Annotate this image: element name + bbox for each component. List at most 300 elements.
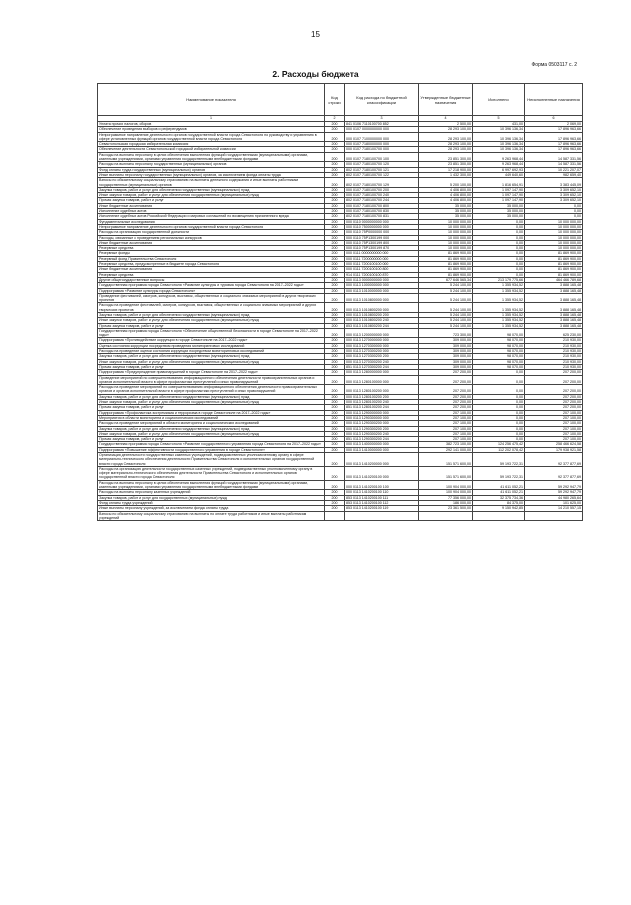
row-approved: 207 100,00 [419,415,473,420]
row-name: Фонд оплаты труда учреждений [98,500,325,505]
row-executed: 0,00 [473,394,525,399]
row-executed: 0,00 [473,272,525,277]
row-executed: 1 816 654,91 [473,178,525,188]
row-kbk: 000 0113 1410200100 000 [345,466,419,480]
row-kbk: 000 0113 1280100200 240 [345,400,419,405]
row-executed: 1 355 934,52 [473,288,525,293]
row-remaining: 207 200,00 [525,405,583,410]
row-line-code: 200 [325,193,345,198]
row-kbk: 000 0113 1000000000 000 [345,283,419,288]
row-name: Подпрограмма «Профилактика экстремизма и терроризма в городе Севастополе на 2017–2022 годы» [98,410,325,415]
row-name: Взносы по обязательному социальному страхованию на выплаты денежного содержания и иные выплаты работникам государственных (муниципальных) органов [98,178,325,188]
row-name: Подпрограмма «Развитие культуры города Севастополя» [98,288,325,293]
row-name: Государственная программа города Севастополя «Обеспечение общественной безопасности в городе Севастополе на 2017–2022 годы» [98,328,325,338]
row-approved: 4 406 800,00 [419,187,473,192]
row-kbk: 000 0107 7180100700 120 [345,162,419,167]
row-kbk: 000 0107 7180100700 100 [345,152,419,162]
row-remaining: 10 000 000,00 [525,230,583,235]
row-executed: 9 263 968,44 [473,152,525,162]
row-remaining: 258 466 624,58 [525,442,583,447]
row-executed: 41 611 052,21 [473,490,525,495]
row-line-code: 200 [325,359,345,364]
row-approved: 5 244 100,00 [419,283,473,288]
row-remaining: 3 309 652,10 [525,187,583,192]
row-approved: 10 000 000,00 [419,246,473,251]
row-approved: 151 571 600,00 [419,453,473,467]
row-kbk: 000 0113 1010800200 240 [345,318,419,323]
row-approved: 100 904 000,00 [419,490,473,495]
row-line-code: 200 [325,421,345,426]
row-name: Иные бюджетные ассигнования [98,240,325,245]
header-approved: Утвержденные бюджетные назначения [419,84,473,116]
document-title: 2. Расходы бюджета [272,69,359,79]
row-executed: 1 355 934,52 [473,293,525,303]
row-remaining: 81 869 900,00 [525,272,583,277]
row-remaining: 207 200,00 [525,375,583,385]
row-name: Иные закупки товаров, работ и услуг для обеспечения государственных (муниципальных) нужд [98,193,325,198]
row-executed: 9 263 968,44 [473,162,525,167]
row-remaining: 464 466 789,68 [525,277,583,282]
row-kbk: 000 0107 7180100700 830 [345,209,419,214]
row-approved: 207 100,00 [419,437,473,442]
row-line-code: 200 [325,172,345,177]
row-approved: 677 646 565,34 [419,277,473,282]
row-executed: 0,00 [473,246,525,251]
row-line-code: 200 [325,506,345,511]
row-executed: 98 070,00 [473,349,525,354]
row-approved: 5 244 100,00 [419,293,473,303]
row-name: Резервный фонд Правительства Севастополя [98,256,325,261]
row-kbk: 802 0107 7180100700 244 [345,198,419,203]
row-name: Резервные средства, предусмотренные в бюджете города Севастополя [98,262,325,267]
row-name: Расходы на выплаты персоналу в целях обеспечения выполнения функций государственными (муниципальными) органами, казенными учреждениями, органами управления государственными внебюджетными фондами [98,152,325,162]
row-kbk: 000 0110 75P1300199 000 [345,235,419,240]
table-row [98,480,583,490]
row-executed: 0,00 [473,267,525,272]
row-approved: 4 406 800,00 [419,198,473,203]
row-kbk: 841 0106 7110100700 852 [345,122,419,127]
row-remaining: 17 896 963,66 [525,132,583,142]
row-approved: 100 904 000,00 [419,480,473,490]
row-kbk: 000 0113 1200000000 000 [345,328,419,338]
row-line-code: 200 [325,431,345,436]
header-kbk: Код расхода по бюджетной классификации [345,84,419,116]
row-kbk: 000 0110 0000000000 000 [345,219,419,224]
row-approved: 207 200,00 [419,375,473,385]
row-kbk: 914 0111 7200100100 870 [345,272,419,277]
row-executed: 0,00 [473,410,525,415]
row-approved: 5 244 100,00 [419,303,473,313]
row-name: Расходы на проведение мероприятий по совершенствованию информационного обеспечения деятельности правоохранительных органов и органов исполнительной власти в сфере профилактики преступлений и иных правонарушений [98,385,325,395]
table-row [98,453,583,467]
row-line-code: 200 [325,283,345,288]
row-approved: 309 000,00 [419,354,473,359]
row-name: Расходы на выплаты персоналу казенных учреждений [98,490,325,495]
row-approved: 207 100,00 [419,431,473,436]
row-remaining: 81 869 900,00 [525,262,583,267]
row-remaining: 3 888 165,48 [525,288,583,293]
row-name: Расходы на проведение оценки состояния коррупции посредством мониторинговых исследований [98,349,325,354]
row-remaining: 81 869 900,00 [525,256,583,261]
row-remaining: 10 000 000,00 [525,246,583,251]
row-approved: 10 000 000,00 [419,235,473,240]
row-kbk: 000 0113 1010000000 000 [345,288,419,293]
row-remaining: 3 888 165,48 [525,293,583,303]
row-approved: 10 000 000,00 [419,240,473,245]
row-name: Расходы на выплаты персоналу в целях обеспечения выполнения функций государственными (муниципальными) органами, казенными учреждениями, органами управления государственными внебюджетными фондами [98,480,325,490]
row-kbk: 000 0107 7100000000 000 [345,132,419,142]
row-name: Прочая закупка товаров, работ и услуг [98,437,325,442]
row-line-code: 200 [325,328,345,338]
row-approved: 5 244 100,00 [419,288,473,293]
row-kbk: 000 0113 1410000000 000 [345,447,419,452]
column-number: 1 [98,116,325,122]
row-approved: 81 869 900,00 [419,262,473,267]
row-executed: 0,00 [473,240,525,245]
row-line-code: 200 [325,288,345,293]
row-line-code: 200 [325,262,345,267]
row-name: Другие общегосударственные вопросы [98,277,325,282]
row-executed: 431,00 [473,122,525,127]
row-line-code: 200 [325,415,345,420]
row-remaining: 207 100,00 [525,437,583,442]
row-name: Оценка состояния коррупции посредством проведения мониторинговых исследований [98,343,325,348]
row-approved: 292 141 000,00 [419,447,473,452]
row-executed: 98 070,00 [473,354,525,359]
row-approved: 207 200,00 [419,400,473,405]
row-name: Подпрограмма «Повышение эффективности государственного управления в городе Севастополе» [98,447,325,452]
row-executed: 84 375,00 [473,500,525,505]
row-kbk: 000 0111 0000000000 000 [345,251,419,256]
row-name: Севастопольская городская избирательная комиссия [98,142,325,147]
row-approved: 81 869 900,00 [419,267,473,272]
row-name: Закупка товаров, работ и услуг для обеспечения государственных (муниципальных) нужд [98,354,325,359]
header-line-code: Код строки [325,84,345,116]
row-executed: 0,00 [473,224,525,229]
row-name: Государственная программа города Севастополя «Развитие культуры и туризма города Севастополя на 2017–2022 годы» [98,283,325,288]
row-approved: 28 293 100,00 [419,142,473,147]
row-line-code: 200 [325,466,345,480]
row-executed: 59 193 722,31 [473,453,525,467]
row-remaining: 17 896 963,66 [525,142,583,147]
row-approved: 2 500,00 [419,122,473,127]
row-kbk: 000 0107 7180100700 800 [345,203,419,208]
row-approved: 309 000,00 [419,343,473,348]
row-cell-empty [345,511,419,521]
row-approved: 207 200,00 [419,394,473,399]
row-approved: 4 406 800,00 [419,193,473,198]
row-name: Закупка товаров, работ и услуг для государственных (муниципальных) нужд [98,495,325,500]
header-remaining: Неисполненные назначения [525,84,583,116]
row-line-code: 200 [325,405,345,410]
row-line-code: 200 [325,303,345,313]
row-line-code: 200 [325,240,345,245]
row-remaining: 210 930,00 [525,354,583,359]
row-approved: 10 000 000,00 [419,219,473,224]
row-executed: 98 070,00 [473,328,525,338]
row-remaining: 81 869 900,00 [525,267,583,272]
row-line-code: 200 [325,152,345,162]
row-line-code: 200 [325,453,345,467]
row-executed: 35 000,00 [473,209,525,214]
row-remaining: 101 625,00 [525,500,583,505]
row-kbk: 000 0107 7180100700 200 [345,187,419,192]
row-remaining: 10 000 000,00 [525,235,583,240]
row-approved: 5 244 100,00 [419,323,473,328]
row-kbk: 000 0113 1280100000 000 [345,375,419,385]
row-name: Расходы на проведение фестивалей, смотров, конкурсов, выставок, общественных и социально значимых мероприятий и других творческих проектов [98,303,325,313]
row-line-code: 200 [325,267,345,272]
row-kbk: 851 0113 1290300200 244 [345,437,419,442]
row-kbk: 853 0113 1410200100 111 [345,495,419,500]
row-approved: 10 000 000,00 [419,230,473,235]
row-kbk: 000 0113 1270300000 000 [345,343,419,348]
column-number: 2 [325,116,345,122]
row-remaining: 982 659,40 [525,172,583,177]
row-line-code: 200 [325,224,345,229]
row-approved: 309 000,00 [419,338,473,343]
row-approved: 207 100,00 [419,410,473,415]
row-name: Расходы на выплаты персоналу государственных (муниципальных) органов [98,162,325,167]
row-remaining: 210 930,00 [525,343,583,348]
row-executed: 0,00 [473,219,525,224]
row-executed: 9 150 942,85 [473,506,525,511]
row-line-code: 200 [325,142,345,147]
row-remaining: 0,00 [525,209,583,214]
row-executed: 0,00 [473,235,525,240]
row-approved: 23 361 500,00 [419,506,473,511]
row-remaining: 44 980 265,64 [525,495,583,500]
row-remaining: 17 896 963,66 [525,147,583,152]
row-remaining: 625 230,00 [525,328,583,338]
row-remaining: 207 200,00 [525,400,583,405]
row-remaining: 92 377 877,69 [525,453,583,467]
table-row [98,303,583,313]
row-kbk: 000 0113 1010800200 200 [345,312,419,317]
row-line-code: 200 [325,480,345,490]
row-remaining: 14 210 557,15 [525,506,583,511]
row-name: Иные выплаты персоналу государственных (муниципальных) органов, за исключением фонда оплаты труда [98,172,325,177]
column-number: 5 [473,116,525,122]
row-approved: 5 244 100,00 [419,318,473,323]
expenses-table [97,83,583,521]
row-name: Расходы на проведение мероприятий в области мониторинга и социологических исследований [98,421,325,426]
row-approved: 309 000,00 [419,349,473,354]
row-remaining: 3 309 652,10 [525,198,583,203]
row-approved: 1 432 300,00 [419,172,473,177]
row-executed: 0,00 [473,421,525,426]
row-kbk: 000 0107 7180100700 000 [345,147,419,152]
row-executed: 35 000,00 [473,203,525,208]
row-kbk: 000 0113 1290300000 000 [345,415,419,420]
row-executed: 0,00 [473,437,525,442]
row-kbk: 853 0113 1410200100 112 [345,500,419,505]
row-executed: 98 070,00 [473,359,525,364]
table-row [98,152,583,162]
row-line-code: 200 [325,343,345,348]
row-executed: 1 355 934,52 [473,283,525,288]
row-name: Непрограммное направление деятельности органов государственной власти города Севастополя [98,224,325,229]
row-executed: 1 097 147,90 [473,198,525,203]
row-executed: 0,00 [473,230,525,235]
row-name: Обеспечение деятельности Севастопольской городской избирательной комиссии [98,147,325,152]
row-name: Прочая закупка товаров, работ и услуг [98,364,325,369]
row-line-code: 200 [325,122,345,127]
row-remaining: 10 000 000,00 [525,224,583,229]
row-cell-empty [325,511,345,521]
row-line-code: 200 [325,187,345,192]
row-remaining: 3 888 165,48 [525,323,583,328]
row-remaining: 207 100,00 [525,421,583,426]
row-executed: 0,00 [473,415,525,420]
row-name: Резервные средства [98,272,325,277]
row-name: Мероприятия в области мониторинга и социологических исследований [98,415,325,420]
row-kbk: 000 0113 1270000000 000 [345,338,419,343]
row-name: Проведение фестивалей, смотров, конкурсов, выставок, общественных и социально значимых мероприятий в других творческих проектов [98,293,325,303]
row-kbk: 000 0107 0000000000 000 [345,127,419,132]
row-kbk: 853 0113 1010800200 244 [345,323,419,328]
row-line-code: 200 [325,370,345,375]
row-executed: 0,00 [473,251,525,256]
row-executed: 10 396 136,34 [473,127,525,132]
row-executed: 6 997 692,93 [473,167,525,172]
row-kbk: 802 0107 7180100700 129 [345,178,419,188]
row-line-code: 200 [325,349,345,354]
row-line-code: 200 [325,230,345,235]
row-approved: 35 000,00 [419,203,473,208]
row-kbk: 000 0110 75P0000000 000 [345,230,419,235]
row-executed: 32 375 734,36 [473,495,525,500]
row-executed: 1 097 147,90 [473,187,525,192]
row-name: Государственная программа города Севастополя «Развитие государственного управления города Севастополя на 2017–2022 годы» [98,442,325,447]
row-line-code: 200 [325,375,345,385]
row-remaining: 14 587 331,56 [525,152,583,162]
row-kbk: 853 0113 1410200100 119 [345,506,419,511]
row-line-code: 200 [325,338,345,343]
row-remaining: 10 000 000,00 [525,219,583,224]
row-kbk: 000 0107 7180000000 000 [345,142,419,147]
row-name: Непрограммное направление деятельности органов государственной власти города Севастополя по руководству и управлению в сфере установленных функций органов государственной власти города Севастополя [98,132,325,142]
row-name: Закупка товаров, работ и услуг для обеспечения государственных (муниципальных) нужд [98,394,325,399]
row-remaining: 0,00 [525,214,583,219]
row-name: Исполнение судебных актов Российской Федерации и мировых соглашений по возмещению причиненного вреда [98,214,325,219]
row-remaining: 3 888 165,48 [525,303,583,313]
row-executed: 98 070,00 [473,364,525,369]
row-remaining: 17 896 963,66 [525,127,583,132]
row-line-code: 200 [325,127,345,132]
row-approved: 723 300,00 [419,328,473,338]
row-executed: 41 611 052,21 [473,480,525,490]
row-remaining: 179 938 921,58 [525,447,583,452]
row-remaining: 210 930,00 [525,359,583,364]
table-row [98,385,583,395]
table-row-partial [98,511,583,521]
row-name: Иные бюджетные ассигнования [98,203,325,208]
header-name: Наименование показателя [98,84,325,116]
row-name: Уплата прочих налогов, сборов [98,122,325,127]
row-approved: 77 356 000,00 [419,495,473,500]
row-remaining: 10 221 207,07 [525,167,583,172]
row-remaining: 2 069,00 [525,122,583,127]
row-kbk: 851 0113 1270300200 244 [345,364,419,369]
row-remaining: 210 930,00 [525,338,583,343]
row-executed: 1 355 934,52 [473,312,525,317]
row-remaining: 0,00 [525,203,583,208]
row-name: Резервные средства [98,246,325,251]
row-executed: 10 396 136,34 [473,132,525,142]
row-executed: 98 070,00 [473,343,525,348]
row-remaining: 207 200,00 [525,394,583,399]
row-approved: 309 000,00 [419,359,473,364]
row-kbk: 000 0113 1290300200 240 [345,431,419,436]
row-approved: 207 200,00 [419,370,473,375]
row-remaining: 207 100,00 [525,431,583,436]
row-kbk: 000 0113 1410200100 110 [345,490,419,495]
row-remaining: 3 383 445,09 [525,178,583,188]
row-executed: 0,00 [473,405,525,410]
row-name: Иные бюджетные ассигнования [98,267,325,272]
row-line-code: 200 [325,500,345,505]
row-approved: 28 293 100,00 [419,132,473,142]
row-line-code: 200 [325,277,345,282]
row-line-code: 200 [325,442,345,447]
row-line-code: 200 [325,490,345,495]
row-kbk: 000 0113 1410200000 000 [345,453,419,467]
row-kbk: 000 0113 1400000000 000 [345,442,419,447]
row-name: Фундаментальные исследования [98,219,325,224]
row-line-code: 200 [325,318,345,323]
row-kbk: 000 0110 75P1300199 800 [345,240,419,245]
row-executed: 0,00 [473,370,525,375]
row-remaining: 92 377 877,69 [525,466,583,480]
row-approved: 81 869 900,00 [419,251,473,256]
table-row [98,293,583,303]
row-name: Расходы, связанные с проведением региональных конкурсов [98,235,325,240]
row-executed: 0,00 [473,400,525,405]
row-approved: 23 851 300,00 [419,162,473,167]
row-cell-empty [525,511,583,521]
row-executed: 124 256 475,42 [473,442,525,447]
row-line-code: 200 [325,354,345,359]
row-approved: 5 244 100,00 [419,312,473,317]
row-executed: 0,00 [473,431,525,436]
row-line-code: 200 [325,385,345,395]
row-approved: 81 869 900,00 [419,272,473,277]
row-kbk: 000 0111 7200100100 800 [345,267,419,272]
row-name: Прочая закупка товаров, работ и услуг [98,405,325,410]
row-kbk: 802 0107 7180100700 831 [345,214,419,219]
row-line-code: 200 [325,256,345,261]
row-executed: 0,00 [473,262,525,267]
row-executed: 98 070,00 [473,338,525,343]
row-remaining: 3 309 652,10 [525,193,583,198]
row-executed: 0,00 [473,375,525,385]
row-name: Фонд оплаты труда государственных (муниципальных) органов [98,167,325,172]
row-approved: 5 200 100,00 [419,178,473,188]
row-line-code: 200 [325,394,345,399]
row-name: Взносы по обязательному социальному страхованию на выплаты по оплате труда работников и иные выплаты работникам учреждений [98,511,325,521]
row-kbk: 000 0113 1010800000 000 [345,293,419,303]
row-remaining: 210 930,00 [525,349,583,354]
row-executed: 10 396 136,34 [473,142,525,147]
row-remaining: 81 869 900,00 [525,251,583,256]
row-remaining: 207 100,00 [525,415,583,420]
row-executed: 1 355 934,52 [473,303,525,313]
row-line-code: 200 [325,251,345,256]
row-kbk: 000 0111 7200000000 000 [345,256,419,261]
row-kbk: 000 0113 0000000000 000 [345,277,419,282]
row-kbk: 000 0110 75P1300199 870 [345,246,419,251]
